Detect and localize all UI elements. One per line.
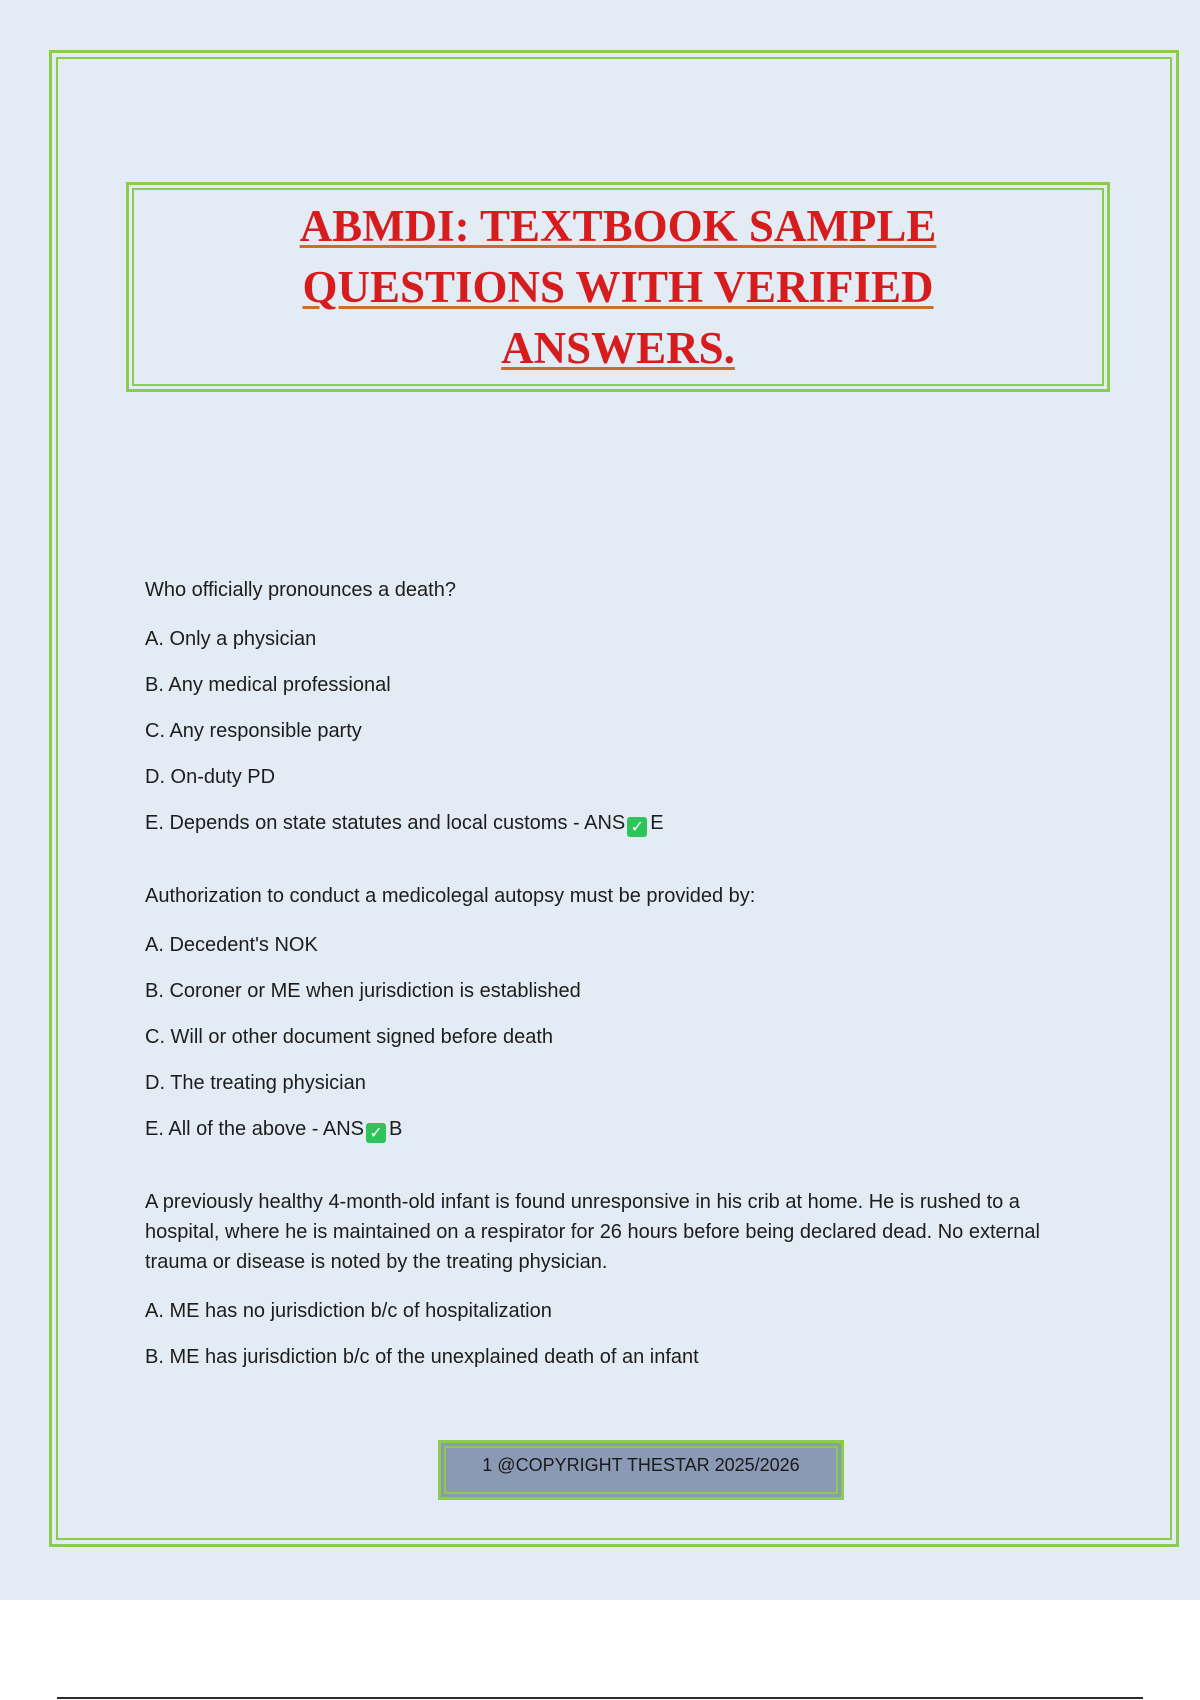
option-e: E. Depends on state statutes and local customs - ANS	[145, 812, 626, 834]
footer-text: 1 @COPYRIGHT THESTAR 2025/2026	[482, 1455, 800, 1475]
option-d: D. On-duty PD	[145, 766, 276, 788]
copyright-footer	[438, 1440, 844, 1500]
option-e-with-answer	[145, 1115, 1095, 1143]
question-block-3	[145, 1187, 1095, 1371]
question-text: Authorization to conduct a medicolegal autopsy must be provided by:	[145, 885, 756, 907]
option-b: B. Coroner or ME when jurisdiction is established	[145, 980, 581, 1002]
option-a: A. Only a physician	[145, 628, 317, 650]
option-e: E. All of the above - ANS	[145, 1118, 365, 1140]
option-b: B. ME has jurisdiction b/c of the unexplained death of an infant	[145, 1346, 699, 1368]
document-title: ABMDI: TEXTBOOK SAMPLE QUESTIONS WITH VERIFIED ANSWERS.	[299, 200, 937, 373]
divider	[57, 1697, 1143, 1699]
question-text: A previously healthy 4-month-old infant is found unresponsive in his crib at home. He is rushed to a hospital, where he is maintained on a respirator for 26 hours before being declared dead. No external trauma or disease is noted by the treating physician.	[145, 1191, 1040, 1273]
option-c: C. Will or other document signed before death	[145, 1026, 553, 1048]
option-e-with-answer	[145, 809, 1095, 837]
question-text: Who officially pronounces a death?	[145, 579, 456, 601]
option-a: A. Decedent's NOK	[145, 934, 318, 956]
question-list	[145, 575, 1095, 1415]
question-block-2	[145, 881, 1095, 1143]
option-b: B. Any medical professional	[145, 674, 391, 696]
checkmark-icon: ✓	[366, 1123, 386, 1143]
option-c: C. Any responsible party	[145, 720, 362, 742]
option-d: D. The treating physician	[145, 1072, 366, 1094]
answer-letter: E	[650, 812, 664, 834]
checkmark-icon: ✓	[627, 817, 647, 837]
option-a: A. ME has no jurisdiction b/c of hospitalization	[145, 1300, 552, 1322]
title-box	[126, 182, 1110, 392]
answer-letter: B	[389, 1118, 403, 1140]
question-block-1	[145, 575, 1095, 837]
